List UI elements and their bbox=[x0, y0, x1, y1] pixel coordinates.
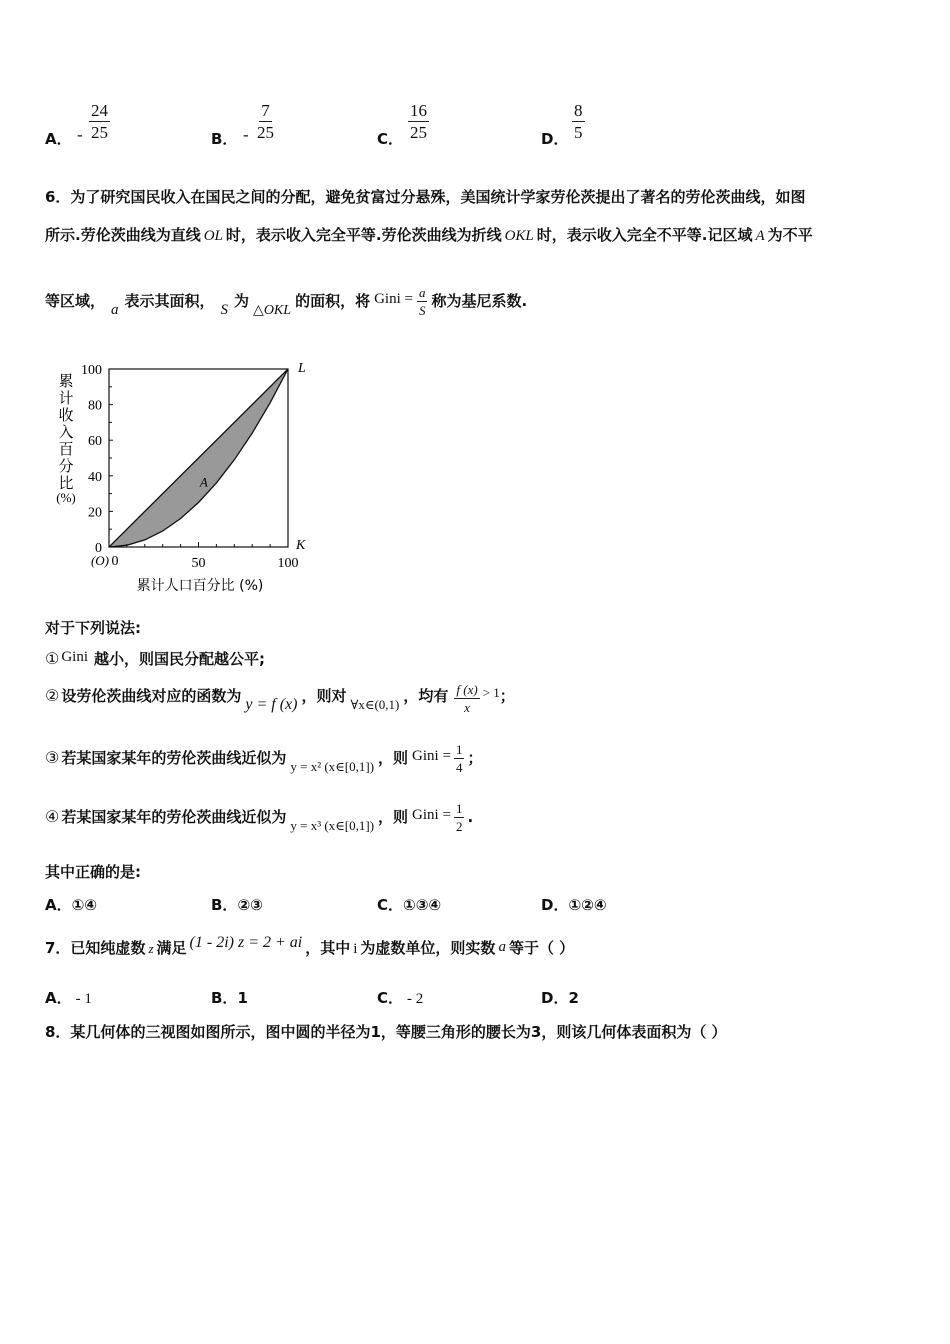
option-fraction bbox=[255, 102, 276, 141]
text: ，则对 bbox=[301, 687, 347, 705]
math-i: i bbox=[353, 941, 358, 957]
region-label-a: A bbox=[199, 474, 208, 490]
text: ； bbox=[467, 749, 483, 767]
option-label: C． bbox=[377, 896, 404, 914]
y-tick-label: 0 bbox=[95, 541, 102, 556]
fraction-denominator: 5 bbox=[574, 123, 583, 142]
option-label: C． bbox=[377, 989, 404, 1007]
text: ，则 bbox=[378, 749, 409, 767]
math-function: y = x³ (x∈[0,1]) bbox=[290, 818, 375, 833]
text: 为 bbox=[234, 292, 250, 310]
fraction-numerator: 24 bbox=[91, 101, 108, 120]
x-tick-label: 0 bbox=[111, 554, 119, 569]
fraction-numerator: 1 bbox=[455, 801, 463, 816]
math-gt: > 1 bbox=[482, 685, 500, 700]
math-equation: (1 - 2i) z = 2 + ai bbox=[189, 934, 303, 951]
option-label: D． bbox=[541, 989, 569, 1007]
option-label: D． bbox=[541, 896, 569, 914]
statement-3 bbox=[45, 743, 482, 774]
ratio-fraction bbox=[454, 683, 479, 714]
option-fraction bbox=[572, 102, 585, 141]
text: 为虚数单位，则实数 bbox=[360, 939, 496, 957]
option-sign: - bbox=[243, 125, 249, 144]
fraction-denominator: S bbox=[418, 303, 426, 318]
text: 7．已知纯虚数 bbox=[45, 939, 146, 957]
text: 等于（ ） bbox=[508, 939, 575, 957]
statement-4 bbox=[45, 802, 473, 833]
q7-option-b[interactable] bbox=[211, 987, 248, 1008]
option-value: ①②④ bbox=[568, 896, 607, 914]
math-gini: Gini = bbox=[412, 748, 451, 764]
math-triangle-okl: △OKL bbox=[253, 303, 292, 318]
text: 满足 bbox=[156, 939, 187, 957]
gini-fraction bbox=[417, 286, 428, 317]
math-function: y = f (x) bbox=[245, 696, 298, 713]
math-gini: Gini bbox=[61, 649, 89, 665]
q7-option-d[interactable] bbox=[541, 987, 579, 1008]
text: . bbox=[467, 808, 474, 826]
text: 表示其面积， bbox=[124, 292, 215, 310]
origin-label: (O) bbox=[90, 553, 110, 568]
option-sign: - bbox=[77, 125, 83, 144]
q6-answer-prompt: 其中正确的是: bbox=[45, 863, 141, 881]
option-fraction bbox=[89, 102, 110, 141]
fraction-denominator: 25 bbox=[91, 123, 108, 142]
option-label: B． bbox=[211, 989, 238, 1007]
text: 设劳伦茨曲线对应的函数为 bbox=[61, 687, 242, 705]
fraction-denominator: 25 bbox=[410, 123, 427, 142]
q6-line-3 bbox=[45, 286, 527, 317]
math-gini: Gini = bbox=[412, 807, 451, 823]
x-tick-label: 100 bbox=[277, 556, 299, 571]
math-gini: Gini = bbox=[374, 291, 413, 307]
fraction-numerator: 8 bbox=[574, 101, 583, 120]
option-value: - 1 bbox=[75, 991, 92, 1007]
math-a-region: A bbox=[755, 228, 765, 244]
statements-intro: 对于下列说法: bbox=[45, 619, 141, 637]
y-axis-label-char: 收 bbox=[58, 406, 74, 424]
fraction-numerator: 16 bbox=[410, 101, 427, 120]
text: 称为基尼系数. bbox=[431, 292, 528, 310]
text: 时，表示收入完全平等.劳伦茨曲线为折线 bbox=[225, 226, 502, 244]
option-value: ①④ bbox=[71, 896, 98, 914]
gini-fraction bbox=[454, 743, 465, 774]
fraction-numerator: 1 bbox=[455, 742, 463, 757]
q7-option-c[interactable] bbox=[377, 987, 423, 1008]
text: 越小，则国民分配越公平; bbox=[94, 650, 266, 668]
x-axis-label: 累计人口百分比 (%) bbox=[136, 578, 264, 594]
q6-option-b[interactable] bbox=[211, 894, 263, 915]
option-label: A． bbox=[45, 989, 72, 1007]
text: 若某国家某年的劳伦茨曲线近似为 bbox=[61, 749, 287, 767]
q7-option-a[interactable] bbox=[45, 987, 92, 1008]
fraction-denominator: x bbox=[464, 700, 470, 715]
option-label: C． bbox=[377, 130, 404, 148]
statement-marker: ④ bbox=[45, 809, 60, 826]
y-axis-label-char: 累 bbox=[58, 372, 74, 390]
statement-marker: ③ bbox=[45, 750, 60, 767]
statement-2 bbox=[45, 683, 515, 714]
math-z: z bbox=[148, 941, 154, 956]
q6-option-c[interactable] bbox=[377, 894, 441, 915]
x-tick-label: 50 bbox=[191, 556, 206, 571]
option-label: D． bbox=[541, 130, 569, 148]
option-label: A． bbox=[45, 130, 72, 148]
corner-label-l: L bbox=[298, 361, 306, 376]
math-a: a bbox=[498, 939, 506, 955]
y-axis-label-char: 入 bbox=[58, 423, 74, 441]
y-axis-label-char: 分 bbox=[58, 457, 74, 475]
y-tick-labels bbox=[81, 363, 102, 556]
q6-option-d[interactable] bbox=[541, 894, 607, 915]
y-axis-label-char: 百 bbox=[58, 440, 74, 458]
text: 的面积，将 bbox=[295, 292, 371, 310]
y-axis-label-char: 计 bbox=[58, 389, 74, 407]
fraction-numerator: a bbox=[418, 285, 426, 300]
q6-option-a[interactable] bbox=[45, 894, 97, 915]
text: ，其中 bbox=[305, 939, 351, 957]
fraction-denominator: 2 bbox=[455, 819, 463, 834]
x-tick-labels bbox=[112, 554, 299, 571]
corner-label-k: K bbox=[296, 538, 306, 553]
math-ol: OL bbox=[203, 228, 223, 244]
lorenz-curve-chart bbox=[40, 350, 340, 600]
option-value: ①③④ bbox=[403, 896, 442, 914]
statement-1 bbox=[45, 648, 265, 669]
text: 所示.劳伦茨曲线为直线 bbox=[45, 226, 201, 244]
option-value: 2 bbox=[568, 989, 579, 1007]
option-value: - 2 bbox=[407, 991, 424, 1007]
y-axis-unit: (%) bbox=[56, 490, 76, 505]
y-axis-label bbox=[58, 372, 73, 492]
math-function: y = x² (x∈[0,1]) bbox=[290, 759, 375, 774]
fraction-numerator: f (x) bbox=[456, 682, 478, 697]
math-s: S bbox=[220, 302, 229, 318]
text: ，则 bbox=[378, 808, 409, 826]
option-label: B． bbox=[211, 130, 238, 148]
statement-marker: ① bbox=[45, 651, 60, 668]
y-axis-label-char: 比 bbox=[58, 474, 74, 492]
text: ； bbox=[499, 687, 515, 705]
option-value: 1 bbox=[237, 989, 248, 1007]
option-fraction bbox=[408, 102, 429, 141]
y-tick-label: 40 bbox=[88, 469, 102, 485]
option-value: ②③ bbox=[237, 896, 263, 914]
y-tick-label: 20 bbox=[88, 505, 102, 521]
q8-stem: 8．某几何体的三视图如图所示，图中圆的半径为1，等腰三角形的腰长为3，则该几何体表面积为（ ） bbox=[45, 1023, 727, 1041]
text: ，均有 bbox=[403, 687, 449, 705]
fraction-denominator: 25 bbox=[257, 123, 274, 142]
statement-marker: ② bbox=[45, 688, 60, 705]
math-okl: OKL bbox=[504, 228, 534, 244]
text: 等区域， bbox=[45, 292, 106, 310]
text: 时，表示收入完全不平等.记区域 bbox=[536, 226, 753, 244]
option-label: A． bbox=[45, 896, 72, 914]
equality-line-ol bbox=[109, 369, 288, 547]
text: 若某国家某年的劳伦茨曲线近似为 bbox=[61, 808, 287, 826]
gini-fraction bbox=[454, 802, 465, 833]
y-tick-label: 80 bbox=[88, 398, 102, 414]
q6-line-1: 6．为了研究国民收入在国民之间的分配，避免贫富过分悬殊，美国统计学家劳伦茨提出了著名的劳伦茨曲线，如图 bbox=[45, 188, 806, 206]
y-tick-label: 100 bbox=[81, 363, 102, 378]
text: 为不平 bbox=[767, 226, 813, 244]
y-tick-label: 60 bbox=[88, 434, 102, 450]
q7-stem bbox=[45, 934, 575, 958]
axis-ticks bbox=[109, 369, 270, 547]
option-label: B． bbox=[211, 896, 238, 914]
fraction-numerator: 7 bbox=[261, 101, 270, 120]
math-forall: ∀x∈(0,1) bbox=[350, 697, 400, 712]
fraction-denominator: 4 bbox=[455, 760, 463, 775]
q6-line-2 bbox=[45, 224, 813, 245]
math-a: a bbox=[111, 302, 119, 318]
